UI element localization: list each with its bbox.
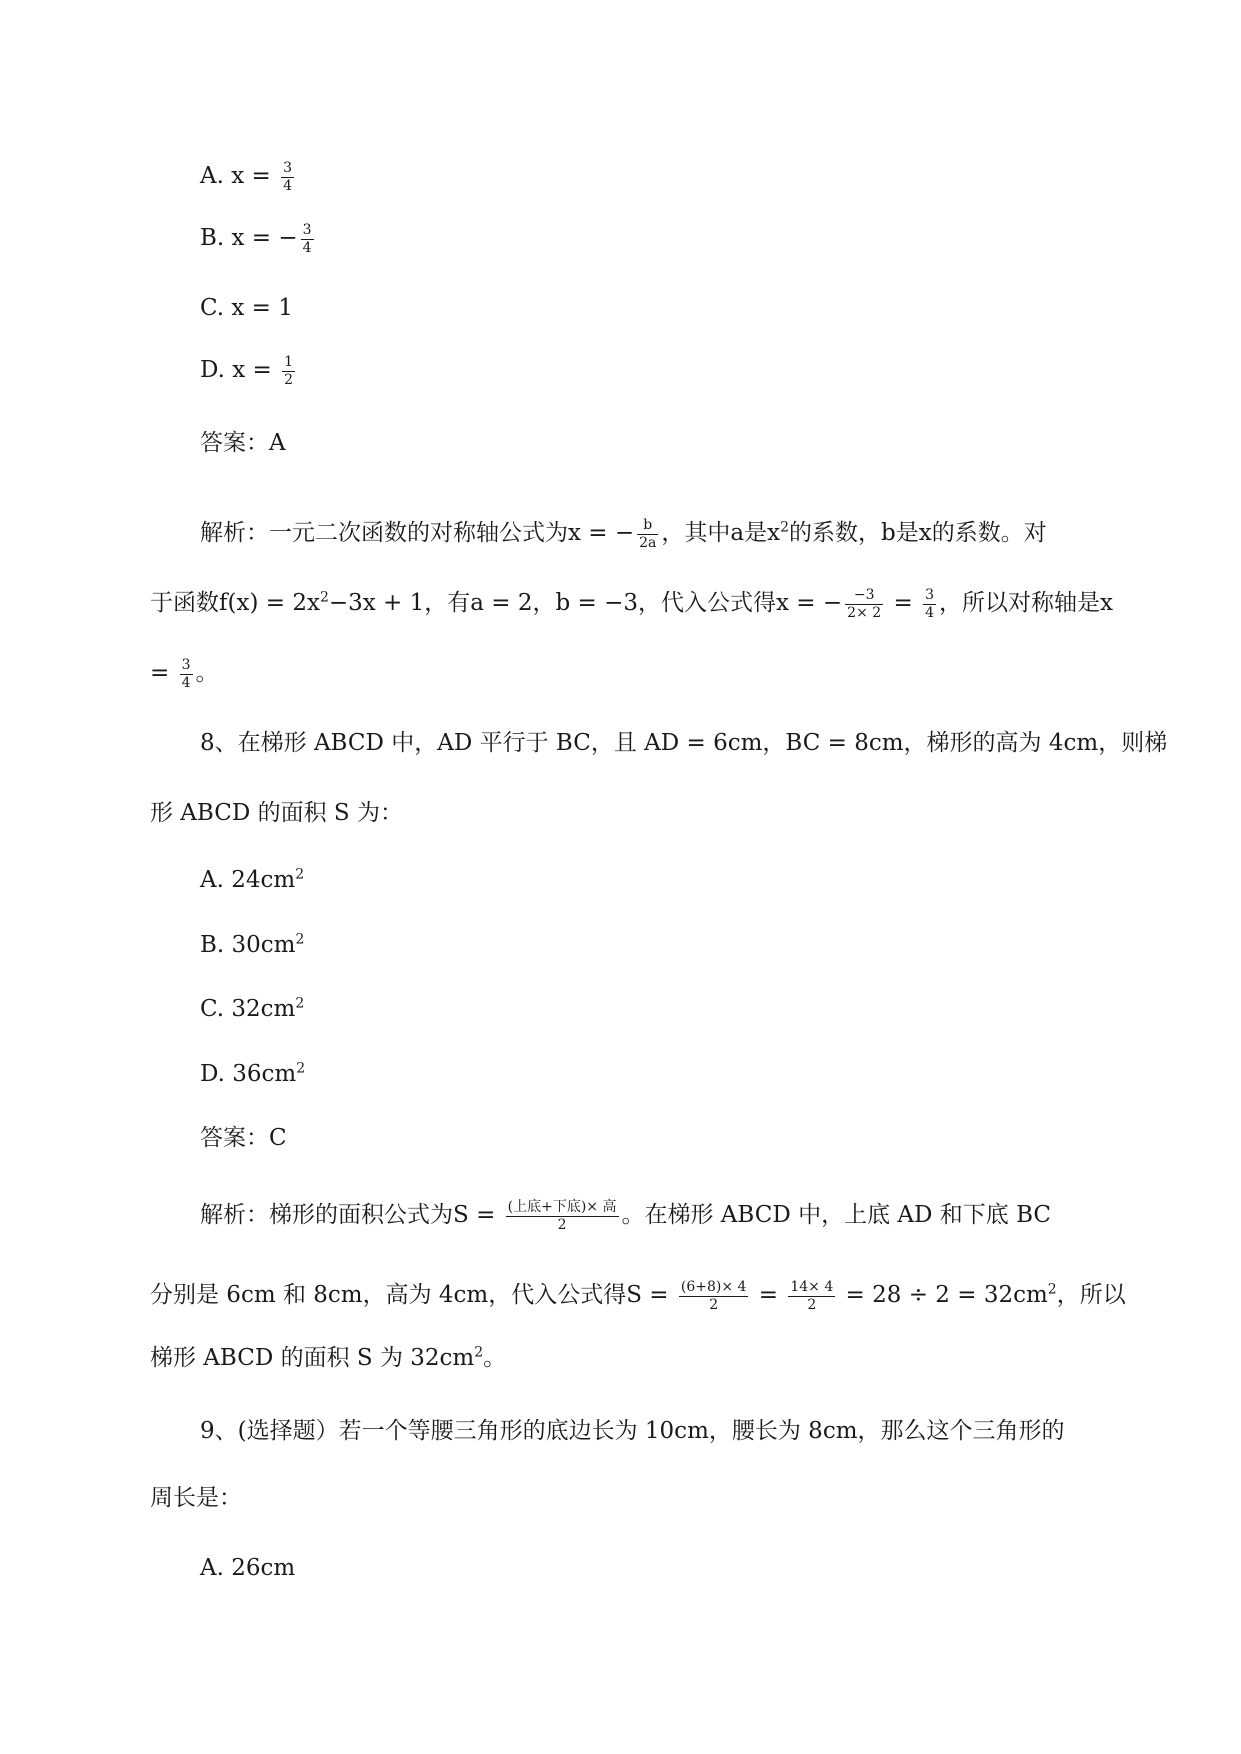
analysis-text: −3x + 1，有a = 2，b = −3，代入公式得x = − xyxy=(328,590,843,616)
fraction-numerator: 3 xyxy=(302,221,312,238)
analysis-text: 于函数f(x) = 2x xyxy=(150,590,320,616)
fraction-denominator: 2 xyxy=(557,1216,567,1233)
superscript: 2 xyxy=(295,995,305,1012)
analysis-text: ，所以对称轴是x xyxy=(939,590,1113,616)
analysis-text: = xyxy=(150,660,177,686)
q8-option-a xyxy=(200,862,304,898)
q8-answer: 答案：C xyxy=(200,1125,287,1151)
fraction xyxy=(281,160,294,195)
q8-analysis-line-1 xyxy=(200,1197,1051,1233)
fraction xyxy=(679,1279,749,1314)
analysis-text: = 28 ÷ 2 = 32cm xyxy=(838,1282,1048,1308)
superscript: 2 xyxy=(1047,1281,1057,1298)
superscript: 2 xyxy=(295,866,305,883)
fraction xyxy=(282,354,295,389)
fraction xyxy=(637,517,658,552)
q7-option-c xyxy=(200,290,293,326)
analysis-text: 梯形 ABCD 的面积 S 为 32cm xyxy=(150,1345,475,1371)
fraction-numerator: b xyxy=(637,517,658,535)
fraction-denominator: 2 xyxy=(284,371,294,388)
q9-stem-line-1: 9、(选择题）若一个等腰三角形的底边长为 10cm，腰长为 8cm，那么这个三角形的 xyxy=(200,1418,1065,1444)
option-text: A. 26cm xyxy=(200,1555,296,1581)
fraction-numerator: 3 xyxy=(283,159,293,176)
analysis-text: 。 xyxy=(483,1345,507,1371)
fraction-numerator: (6+8)× 4 xyxy=(680,1278,747,1295)
q8-analysis-line-3 xyxy=(150,1340,506,1376)
fraction xyxy=(506,1199,619,1234)
fraction-denominator: 2 xyxy=(807,1296,817,1313)
fraction-denominator: 2 xyxy=(709,1296,719,1313)
fraction xyxy=(301,222,314,257)
option-text: A. x = xyxy=(200,163,279,189)
q8-stem-line-2: 形 ABCD 的面积 S 为： xyxy=(150,800,403,826)
superscript: 2 xyxy=(319,589,329,606)
analysis-text: 解析：一元二次函数的对称轴公式为x = − xyxy=(200,520,635,546)
q7-analysis-line-1 xyxy=(200,515,1047,551)
fraction-numerator: −3 xyxy=(845,587,883,605)
option-text: D. x = xyxy=(200,357,280,383)
analysis-text: = xyxy=(751,1282,786,1308)
option-text: A. 24cm xyxy=(200,867,296,893)
fraction xyxy=(788,1279,835,1314)
q8-stem-line-1: 8、在梯形 ABCD 中，AD 平行于 BC，且 AD = 6cm，BC = 8cm，梯形的高为 4cm，则梯 xyxy=(200,730,1168,756)
q7-option-b xyxy=(200,220,317,256)
fraction xyxy=(180,657,193,692)
analysis-text: = xyxy=(886,590,921,616)
q9-stem-line-2: 周长是： xyxy=(150,1485,242,1511)
q8-option-d xyxy=(200,1056,305,1092)
analysis-text: ，其中a是x xyxy=(661,520,781,546)
q7-analysis-line-2 xyxy=(150,585,1113,621)
fraction-denominator: 4 xyxy=(283,177,293,194)
option-text: D. 36cm xyxy=(200,1061,297,1087)
option-text: B. 30cm xyxy=(200,932,296,958)
fraction xyxy=(923,587,936,622)
analysis-text: 。 xyxy=(195,660,219,686)
fraction-numerator: 14× 4 xyxy=(790,1278,834,1295)
superscript: 2 xyxy=(474,1344,484,1361)
fraction-denominator: 4 xyxy=(302,239,312,256)
q8-option-b xyxy=(200,927,304,963)
fraction-denominator: 2× 2 xyxy=(847,604,882,621)
option-text: B. x = − xyxy=(200,225,298,251)
fraction-numerator: 1 xyxy=(284,353,294,370)
analysis-text: ，所以 xyxy=(1056,1282,1126,1308)
fraction-denominator: 4 xyxy=(925,604,934,621)
fraction xyxy=(845,587,883,622)
superscript: 2 xyxy=(296,1060,306,1077)
superscript: 2 xyxy=(295,931,305,948)
q8-analysis-line-2 xyxy=(150,1277,1126,1313)
q7-option-d xyxy=(200,352,298,388)
fraction-denominator: 4 xyxy=(181,674,191,691)
q7-analysis-line-3 xyxy=(150,655,219,691)
q7-answer: 答案：A xyxy=(200,430,286,456)
analysis-text: 分别是 6cm 和 8cm，高为 4cm，代入公式得S = xyxy=(150,1282,676,1308)
fraction-numerator: 3 xyxy=(925,586,934,603)
fraction-numerator: (上底+下底)× 高 xyxy=(507,1198,617,1215)
analysis-text: 解析：梯形的面积公式为S = xyxy=(200,1202,503,1228)
q7-option-a xyxy=(200,158,297,194)
superscript: 2 xyxy=(780,519,790,536)
q9-option-a xyxy=(200,1550,295,1586)
option-text: C. x = 1 xyxy=(200,295,293,321)
fraction-denominator: 2a xyxy=(639,534,657,551)
analysis-text: 的系数，b是x的系数。对 xyxy=(789,520,1047,546)
option-text: C. 32cm xyxy=(200,996,296,1022)
fraction-numerator: 3 xyxy=(181,656,191,673)
analysis-text: 。在梯形 ABCD 中，上底 AD 和下底 BC xyxy=(621,1202,1052,1228)
q8-option-c xyxy=(200,991,304,1027)
